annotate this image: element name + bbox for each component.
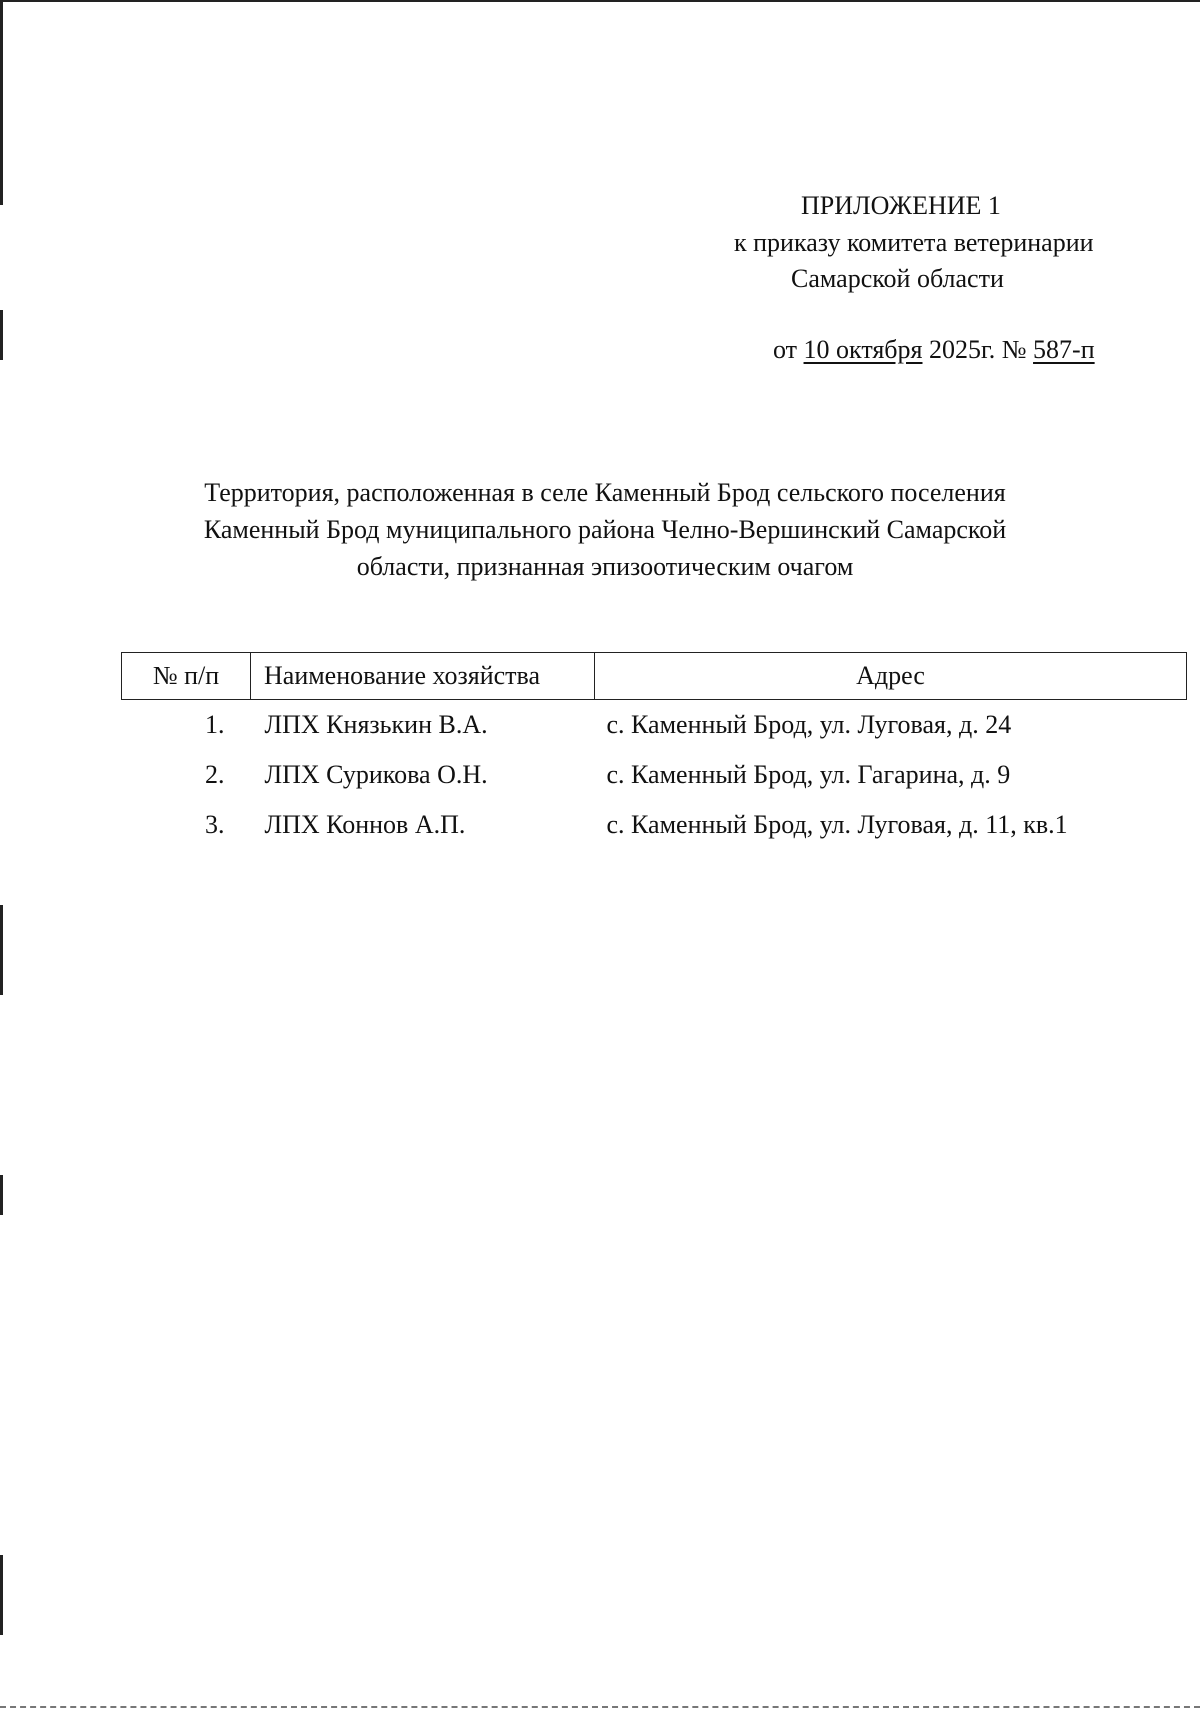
appendix-authority-region: Самарской области bbox=[791, 264, 1004, 293]
row-name: ЛПХ Коннов А.П. bbox=[264, 810, 466, 839]
scan-edge-left bbox=[0, 1555, 3, 1635]
table-row bbox=[122, 700, 1187, 751]
row-name: ЛПХ Князькин В.А. bbox=[264, 710, 488, 739]
row-address: с. Каменный Брод, ул. Гагарина, д. 9 bbox=[606, 760, 1011, 789]
date-prefix: от bbox=[773, 335, 804, 364]
appendix-block bbox=[0, 0, 1200, 400]
order-date: 10 октября bbox=[803, 335, 923, 364]
table-row bbox=[122, 750, 1187, 800]
header-name bbox=[251, 653, 595, 700]
table-header-row bbox=[122, 653, 1187, 700]
heading-line-3: области, признанная эпизоотическим очагом bbox=[356, 552, 854, 581]
row-address: с. Каменный Брод, ул. Луговая, д. 24 bbox=[606, 710, 1012, 739]
document-heading bbox=[180, 474, 1030, 585]
appendix-date-line bbox=[773, 332, 1095, 368]
scan-edge-left bbox=[0, 1175, 3, 1215]
scan-edge-bottom bbox=[0, 1706, 1200, 1709]
farms-table bbox=[121, 652, 1187, 850]
table-row bbox=[122, 800, 1187, 850]
row-number: 1. bbox=[205, 710, 225, 739]
row-name: ЛПХ Сурикова О.Н. bbox=[264, 760, 488, 789]
appendix-title: ПРИЛОЖЕНИЕ 1 bbox=[801, 191, 1001, 220]
order-year: 2025г. № bbox=[922, 335, 1034, 364]
order-number: 587-п bbox=[1033, 335, 1095, 364]
scan-edge-left bbox=[0, 905, 3, 995]
header-number: № п/п bbox=[122, 653, 251, 700]
header-address: Адрес bbox=[595, 653, 1187, 700]
row-address: с. Каменный Брод, ул. Луговая, д. 11, кв.1 bbox=[606, 810, 1068, 839]
appendix-order-reference: к приказу комитета ветеринарии bbox=[734, 228, 1094, 257]
row-number: 2. bbox=[205, 760, 225, 789]
row-number: 3. bbox=[205, 810, 225, 839]
heading-line-1: Территория, расположенная в селе Каменный Брод сельского поселения bbox=[204, 478, 1006, 507]
header-name-label: Наименование хозяйства bbox=[264, 661, 541, 690]
heading-line-2: Каменный Брод муниципального района Челно-Вершинский Самарской bbox=[203, 515, 1007, 544]
